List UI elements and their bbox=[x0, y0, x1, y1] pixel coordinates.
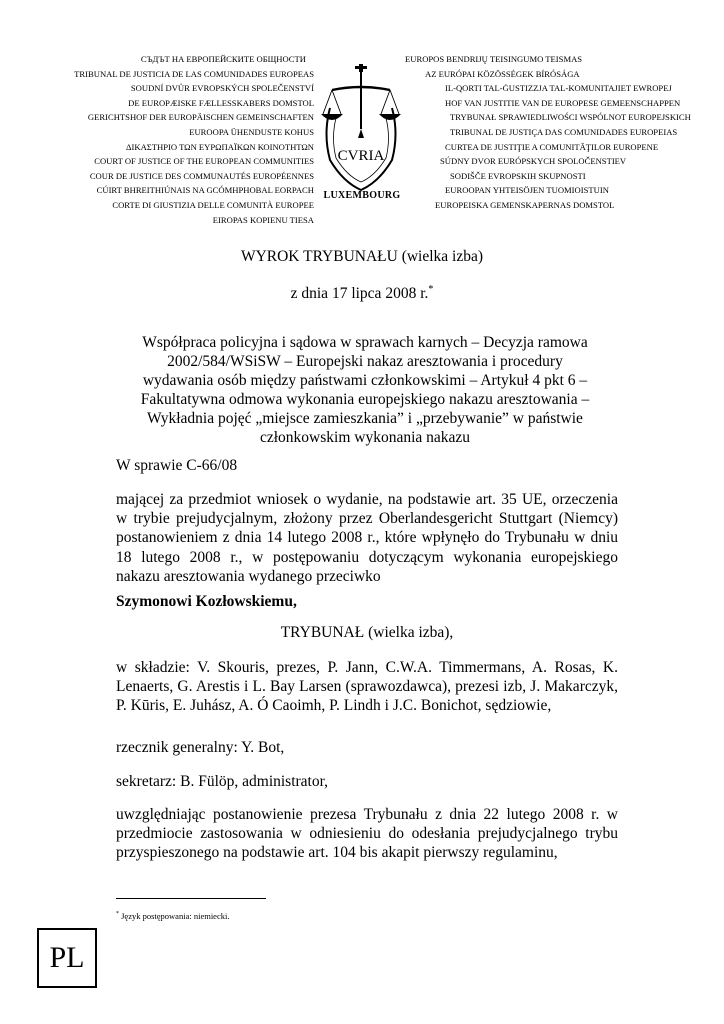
court-name: SOUDNÍ DVŮR EVROPSKÝCH SPOLEČENSTVÍ bbox=[130, 83, 314, 94]
court-name: EUROOPAN YHTEISÖJEN TUOMIOISTUIN bbox=[445, 185, 609, 196]
registrar: sekretarz: B. Fülöp, administrator, bbox=[116, 773, 329, 790]
court-name: AZ EURÓPAI KÖZÖSSÉGEK BÍRÓSÁGA bbox=[425, 68, 580, 79]
court-name: ΔΙΚΑΣΤΗΡΙΟ ΤΩΝ ΕΥΡΩΠΑΪΚΩΝ ΚΟΙΝΟΤΗΤΩΝ bbox=[125, 141, 314, 152]
court-name: COURT OF JUSTICE OF THE EUROPEAN COMMUNITIES bbox=[94, 156, 314, 167]
court-name: TRIBUNAL DE JUSTIÇA DAS COMUNIDADES EUROPEIAS bbox=[450, 126, 678, 137]
court-name: EIROPAS KOPIENU TIESA bbox=[212, 214, 314, 225]
footnote bbox=[116, 911, 229, 921]
court-name: EUROOPA ÜHENDUSTE KOHUS bbox=[189, 126, 314, 137]
party-name: Szymonowi Kozłowskiemu, bbox=[116, 593, 297, 610]
court-name: EUROPOS BENDRIJŲ TEISINGUMO TEISMAS bbox=[405, 54, 583, 64]
court-name: CORTE DI GIUSTIZIA DELLE COMUNITÀ EUROPEE bbox=[112, 199, 314, 210]
court-name: GERICHTSHOF DER EUROPÄISCHEN GEMEINSCHAFTEN bbox=[87, 112, 314, 123]
footnote-divider bbox=[116, 898, 266, 899]
advocate-general: rzecznik generalny: Y. Bot, bbox=[116, 739, 285, 756]
court-name: CURTEA DE JUSTIŢIE A COMUNITĂŢILOR EUROPENE bbox=[445, 141, 659, 152]
footnote-marker: * bbox=[116, 911, 119, 918]
court-name: CÚIRT BHREITHIÚNAIS NA GCÓMHPHOBAL EORPACH bbox=[96, 185, 314, 196]
court-name: СЪДЪТ НА ЕВРОПЕЙСКИТЕ ОБЩНОСТИ bbox=[140, 54, 306, 64]
court-name: TRYBUNAŁ SPRAWIEDLIWOŚCI WSPÓLNOT EUROPEJSKICH bbox=[450, 112, 691, 123]
court-name: TRIBUNAL DE JUSTICIA DE LAS COMUNIDADES EUROPEAS bbox=[74, 68, 314, 79]
court-emblem bbox=[318, 62, 404, 192]
footnote-text: Język postępowania: niemiecki. bbox=[121, 911, 230, 921]
court-name: SÚDNY DVOR EURÓPSKYCH SPOLOČENSTIEV bbox=[440, 156, 627, 167]
court-city: LUXEMBOURG bbox=[323, 190, 401, 201]
case-number: W sprawie C-66/08 bbox=[116, 457, 238, 474]
scales-of-justice-icon bbox=[318, 62, 404, 192]
court-name: DE EUROPÆISKE FÆLLESSKABERS DOMSTOL bbox=[128, 97, 314, 108]
composition-paragraph: w składzie: V. Skouris, prezes, P. Jann, C.W.A. Timmermans, A. Rosas, K. Lenaerts, G. Arestis i L. Bay Larsen (sprawozdawca), prezesi izb, J. Makarczyk, P. Kūris, E. Juhász, A. Ó Caoimh, P. Lindh i J.C. Bonichot, sędziowie, bbox=[116, 659, 618, 715]
court-names-left bbox=[74, 52, 314, 227]
judgment-date bbox=[0, 284, 724, 303]
court-name: EUROPEISKA GEMENSKAPERNAS DOMSTOL bbox=[435, 199, 615, 210]
court-names-right bbox=[405, 52, 691, 213]
date-text: z dnia 17 lipca 2008 r. bbox=[290, 285, 429, 303]
court-formation: TRYBUNAŁ (wielka izba), bbox=[280, 624, 454, 641]
judgment-title: WYROK TRYBUNAŁU (wielka izba) bbox=[240, 248, 484, 265]
footnote-reference[interactable]: * bbox=[428, 284, 434, 295]
court-name: HOF VAN JUSTITIE VAN DE EUROPESE GEMEENSCHAPPEN bbox=[445, 97, 681, 108]
language-badge: PL bbox=[37, 928, 97, 988]
court-name: IL-QORTI TAL-ĠUSTIZZJA TAL-KOMUNITAJIET EWROPEJ bbox=[445, 83, 672, 94]
considering-paragraph: uwzględniając postanowienie prezesa Trybunału z dnia 22 lutego 2008 r. w przedmiocie zastosowania w odniesieniu do odesłania prejudycjalnego trybu przyspieszonego na podstawie art. 104 bis akapit pierwszy regulaminu, bbox=[116, 806, 618, 862]
keywords: Współpraca policyjna i sądowa w sprawach karnych – Decyzja ramowa 2002/584/WSiSW – Europejski nakaz aresztowania i procedury wydawania osób między państwami członkowskimi – Artykuł 4 pkt 6 – Fakultatywna odmowa wykonania europejskiego nakazu aresztowania – Wykładnia pojęć „miejsce zamieszkania” i „przebywanie” w państwie członkowskim wykonania nakazu bbox=[140, 334, 590, 446]
court-name: COUR DE JUSTICE DES COMMUNAUTÉS EUROPÉENNES bbox=[89, 170, 314, 181]
request-paragraph: mającej za przedmiot wniosek o wydanie, na podstawie art. 35 UE, orzeczenia w trybie prejudycjalnym, złożony przez Oberlandesgericht Stuttgart (Niemcy) postanowieniem z dnia 14 lutego 2008 r., które wpłynęło do Trybunału w dniu 18 lutego 2008 r., w postępowaniu dotyczącym wykonania europejskiego nakazu aresztowania wydanego przeciwko bbox=[116, 491, 618, 585]
emblem-text: CVRIA bbox=[337, 148, 385, 164]
court-name: SODIŠČE EVROPSKIH SKUPNOSTI bbox=[450, 170, 586, 181]
